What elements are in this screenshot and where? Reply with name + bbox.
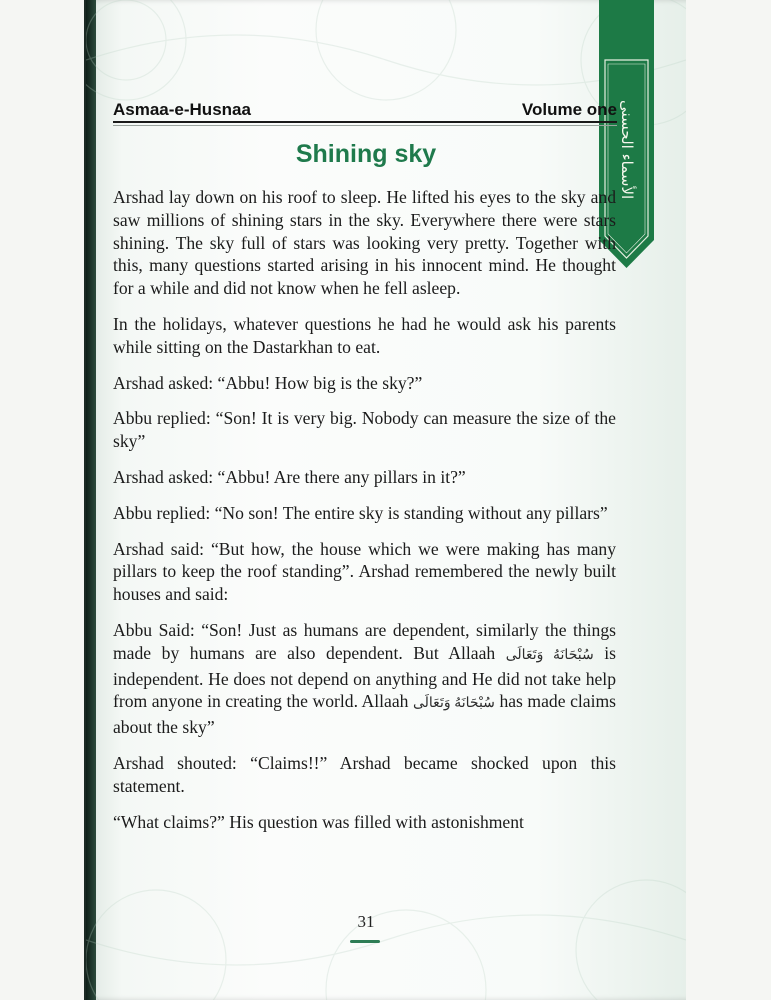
- book-title: Asmaa-e-Husnaa: [113, 100, 251, 119]
- book-page: [86, 0, 686, 1000]
- arabic-honorific: سُبْحَانَهُ وَتَعَالَى: [505, 647, 594, 663]
- paragraph-text: has made claims about the sky”: [113, 691, 616, 738]
- page-number-underline: [350, 940, 380, 943]
- paragraph: Arshad lay down on his roof to sleep. He lifted his eyes to the sky and saw millions of shining stars in the sky. Everywhere there were stars shining. The sky full of stars was looking very pretty. Together with this, many questions started arising in his innocent mind. He thought for a while and did not know when he fell asleep.: [113, 187, 616, 299]
- paragraph: Arshad asked: “Abbu! Are there any pillars in it?”: [113, 466, 466, 487]
- paragraph-allaah: [113, 619, 616, 739]
- paragraph-text: is independent. He does not depend on anything and He did not take help from anyone in creating the world. Allaah: [113, 642, 616, 712]
- paragraph-text: Abbu Said: “Son! Just as humans are dependent, similarly the things made by humans are also dependent. But Allaah: [113, 619, 616, 663]
- header-rule-thin: [113, 125, 617, 126]
- paragraph: Arshad asked: “Abbu! How big is the sky?”: [113, 372, 423, 393]
- paragraph: “What claims?” His question was filled with astonishment: [113, 811, 524, 832]
- body-text: [113, 186, 616, 846]
- header-rule: [113, 121, 617, 123]
- paragraph: Abbu replied: “No son! The entire sky is standing without any pillars”: [113, 502, 608, 523]
- page-number: 31: [357, 912, 375, 931]
- arabic-honorific: سُبْحَانَهُ وَتَعَالَى: [412, 696, 495, 712]
- chapter-title: Shining sky: [295, 140, 437, 168]
- paragraph: Abbu replied: “Son! It is very big. Nobody can measure the size of the sky”: [113, 408, 616, 452]
- paragraph: Arshad said: “But how, the house which we were making has many pillars to keep the roof standing”. Arshad remembered the newly built houses and said:: [113, 538, 616, 605]
- paragraph: Arshad shouted: “Claims!!” Arshad became shocked upon this statement.: [113, 752, 616, 796]
- running-header: [113, 98, 617, 120]
- volume-label: Volume one: [521, 100, 617, 119]
- paragraph: In the holidays, whatever questions he had he would ask his parents while sitting on the Dastarkhan to eat.: [113, 313, 616, 357]
- ribbon-arabic-title: الأسماء الحسنى: [618, 100, 636, 200]
